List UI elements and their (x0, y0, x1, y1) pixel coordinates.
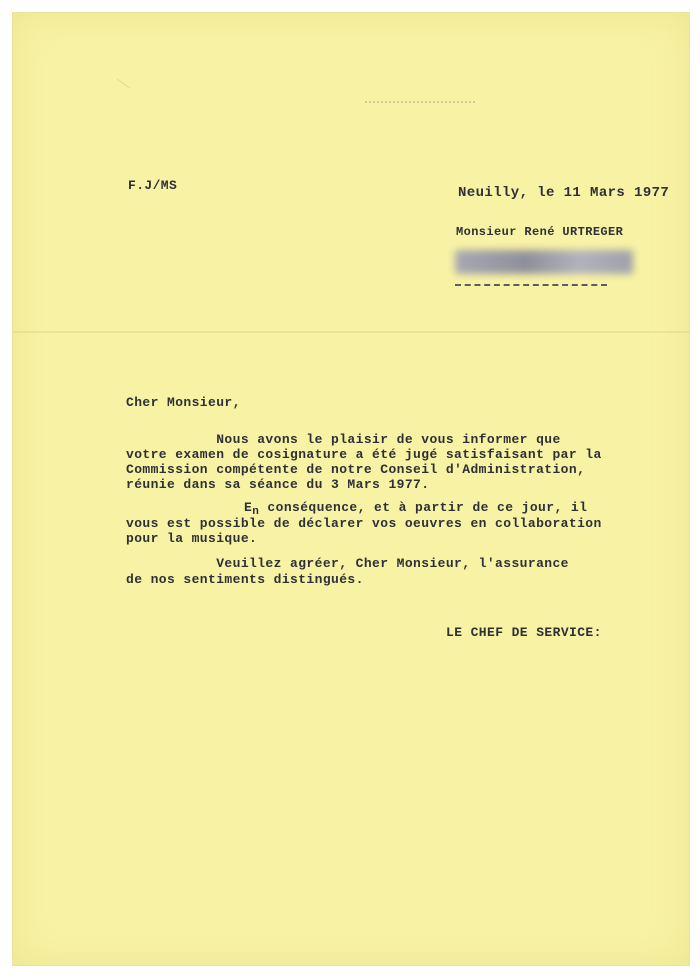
date-line: Neuilly, le 11 Mars 1977 (458, 185, 670, 201)
salutation: Cher Monsieur, (126, 395, 241, 410)
paragraph-2-line-1 (244, 501, 587, 516)
faded-letterhead (365, 101, 475, 105)
paragraph-1-line-3: Commission compétente de notre Conseil d'Administration, (126, 462, 586, 477)
signature-title: LE CHEF DE SERVICE: (446, 625, 602, 640)
paragraph-2-line-3: pour la musique. (126, 531, 258, 546)
address-underline (455, 284, 607, 286)
paragraph-2-line-2: vous est possible de déclarer vos oeuvres en collaboration (126, 516, 602, 531)
paragraph-1-line-2: votre examen de cosignature a été jugé satisfaisant par la (126, 447, 602, 462)
recipient-name: Monsieur René URTREGER (456, 225, 624, 239)
paragraph-2-first-rest: conséquence, et à partir de ce jour, il (259, 500, 588, 515)
paragraph-2-sub-letter: n (252, 506, 260, 518)
redacted-address (455, 250, 633, 274)
paragraph-2-first-letter: E (244, 500, 253, 515)
paragraph-3-line-2: de nos sentiments distingués. (126, 572, 364, 587)
paragraph-1-line-1: Nous avons le plaisir de vous informer que (126, 432, 561, 447)
paragraph-3-line-1: Veuillez agréer, Cher Monsieur, l'assurance (126, 556, 569, 571)
paragraph-1-line-4: réunie dans sa séance du 3 Mars 1977. (126, 477, 430, 492)
reference-code: F.J/MS (128, 178, 178, 193)
